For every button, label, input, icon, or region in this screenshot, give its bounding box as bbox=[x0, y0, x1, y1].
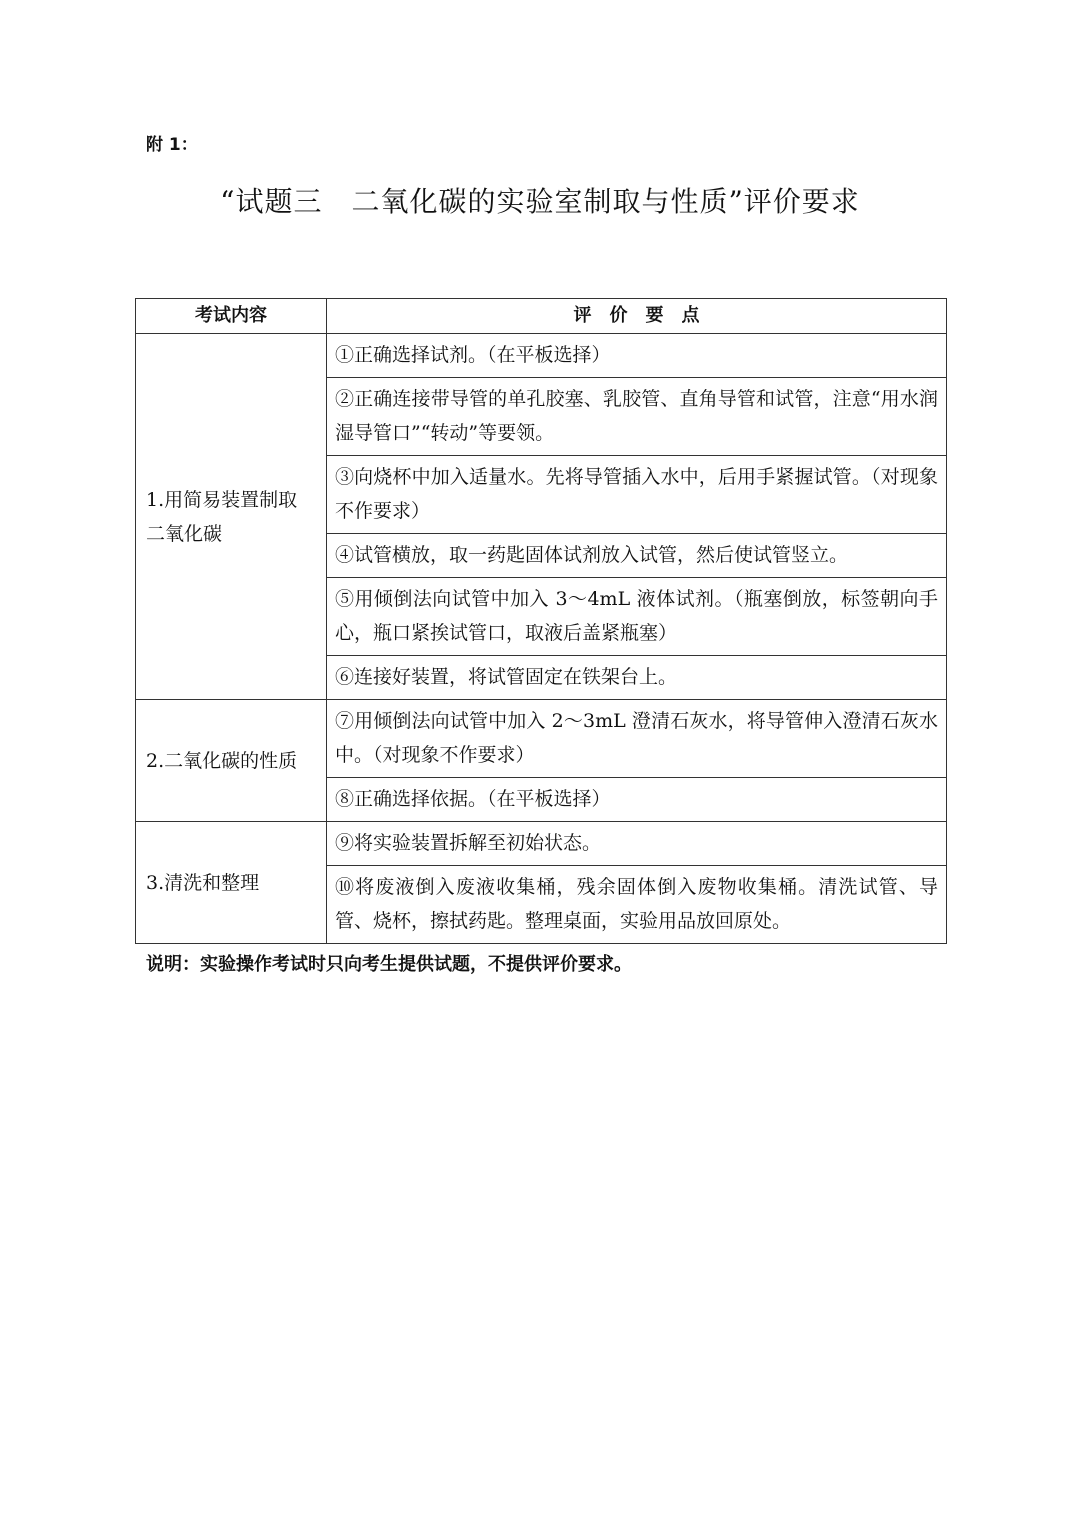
point-3: ③向烧杯中加入适量水。先将导管插入水中，后用手紧握试管。（对现象不作要求） bbox=[327, 456, 947, 534]
point-4: ④试管横放，取一药匙固体试剂放入试管，然后使试管竖立。 bbox=[327, 534, 947, 578]
section-2-label: 2.二氧化碳的性质 bbox=[136, 700, 327, 822]
table-row bbox=[136, 822, 947, 866]
footnote-note: 说明：实验操作考试时只向考生提供试题，不提供评价要求。 bbox=[146, 954, 632, 975]
appendix-label: 附 1： bbox=[146, 135, 198, 155]
section-1-label: 1.用简易装置制取二氧化碳 bbox=[136, 334, 327, 700]
header-evaluation-points: 评 价 要 点 bbox=[327, 299, 947, 334]
section-3-label: 3.清洗和整理 bbox=[136, 822, 327, 944]
point-9: ⑨将实验装置拆解至初始状态。 bbox=[327, 822, 947, 866]
point-2: ②正确连接带导管的单孔胶塞、乳胶管、直角导管和试管，注意“用水润湿导管口”“转动”等要领。 bbox=[327, 378, 947, 456]
table-row bbox=[136, 700, 947, 778]
table-row bbox=[136, 334, 947, 378]
point-10: ⑩将废液倒入废液收集桶，残余固体倒入废物收集桶。清洗试管、导管、烧杯，擦拭药匙。整理桌面，实验用品放回原处。 bbox=[327, 866, 947, 944]
point-8: ⑧正确选择依据。（在平板选择） bbox=[327, 778, 947, 822]
table-header-row bbox=[136, 299, 947, 334]
header-exam-content: 考试内容 bbox=[136, 299, 327, 334]
point-6: ⑥连接好装置，将试管固定在铁架台上。 bbox=[327, 656, 947, 700]
point-1: ①正确选择试剂。（在平板选择） bbox=[327, 334, 947, 378]
page-title: “试题三 二氧化碳的实验室制取与性质”评价要求 bbox=[220, 185, 860, 218]
point-7: ⑦用倾倒法向试管中加入 2～3mL 澄清石灰水，将导管伸入澄清石灰水中。（对现象不作要求） bbox=[327, 700, 947, 778]
evaluation-table bbox=[135, 298, 947, 944]
point-5: ⑤用倾倒法向试管中加入 3～4mL 液体试剂。（瓶塞倒放，标签朝向手心，瓶口紧挨试管口，取液后盖紧瓶塞） bbox=[327, 578, 947, 656]
